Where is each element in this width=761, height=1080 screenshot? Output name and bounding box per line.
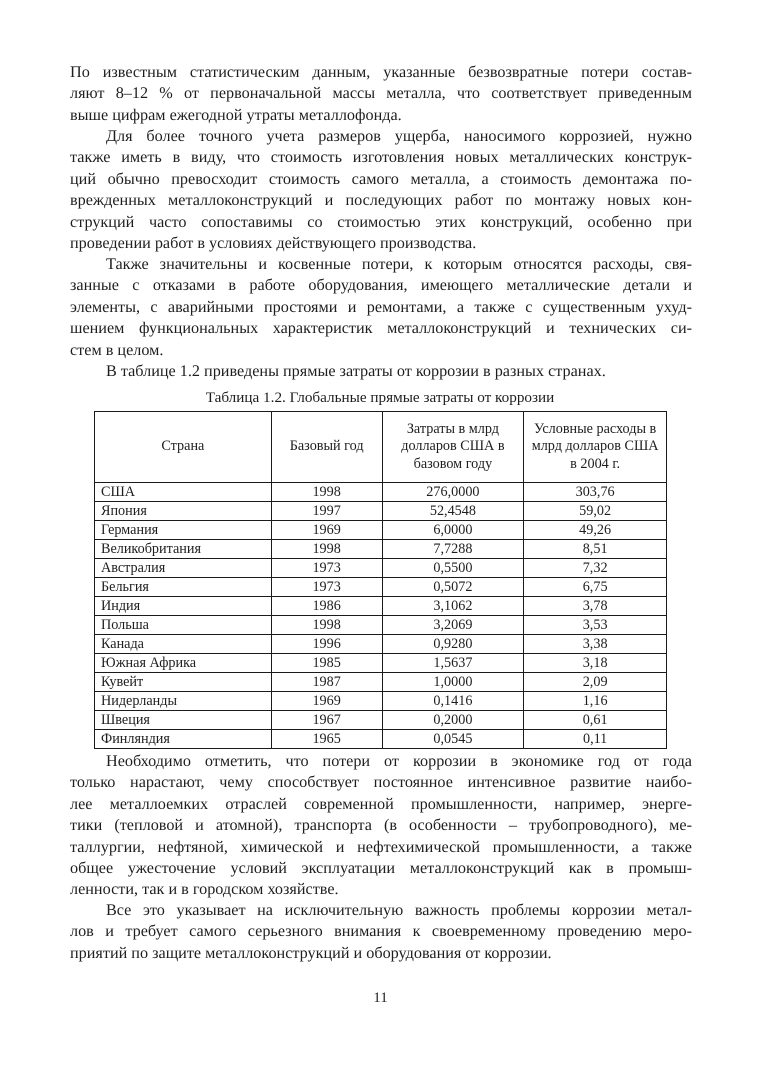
paragraph-line: проведении работ в условиях действующего производства. [70, 234, 477, 253]
cell-cost-2004: 303,76 [524, 483, 667, 502]
cell-cost-base-year: 52,4548 [382, 502, 524, 521]
cell-cost-base-year: 0,2000 [382, 711, 524, 730]
table-row [95, 502, 667, 521]
cell-base-year: 1997 [271, 502, 382, 521]
header-cost-base-year: Затраты в млрд долларов США в базовом году [382, 412, 524, 483]
cell-cost-2004: 8,51 [524, 540, 667, 559]
table-row [95, 711, 667, 730]
table-row [95, 654, 667, 673]
table-caption: Таблица 1.2. Глобальные прямые затраты от коррозии [205, 389, 555, 406]
cell-cost-base-year: 0,9280 [382, 635, 524, 654]
cell-cost-base-year: 6,0000 [382, 521, 524, 540]
table-row [95, 559, 667, 578]
cell-country: Великобритания [95, 540, 272, 559]
table-row [95, 730, 667, 749]
paragraph-growing-losses [70, 751, 692, 901]
paragraph-line: также иметь в виду, что стоимость изготовления новых металлических конструк- [70, 148, 692, 167]
table-header-row [95, 412, 667, 483]
cell-cost-2004: 0,61 [524, 711, 667, 730]
cell-country: Нидерланды [95, 692, 272, 711]
cell-country: Австралия [95, 559, 272, 578]
cell-base-year: 1969 [271, 521, 382, 540]
table-row [95, 483, 667, 502]
cell-base-year: 1998 [271, 540, 382, 559]
paragraph-intro [70, 62, 692, 126]
cell-country: Канада [95, 635, 272, 654]
paragraph-line: ленности, так и в городском хозяйстве. [70, 880, 339, 899]
table-row [95, 521, 667, 540]
cell-cost-base-year: 7,7288 [382, 540, 524, 559]
cell-cost-base-year: 0,5500 [382, 559, 524, 578]
table-row [95, 616, 667, 635]
cell-cost-2004: 7,32 [524, 559, 667, 578]
paragraph-line: общее ужесточение условий эксплуатации металлоконструкций как в промыш- [70, 859, 692, 878]
paragraph-indirect-losses [70, 254, 692, 361]
paragraph-line: приятий по защите металлоконструкций и оборудования от коррозии. [70, 943, 552, 962]
cell-cost-2004: 59,02 [524, 502, 667, 521]
table-row [95, 578, 667, 597]
cell-cost-base-year: 0,1416 [382, 692, 524, 711]
page-number: 11 [373, 990, 388, 1006]
cell-country: Кувейт [95, 673, 272, 692]
paragraph-line: тики (тепловой и атомной), транспорта (в особенности – трубопроводного), ме- [70, 816, 692, 835]
table-row [95, 635, 667, 654]
cell-base-year: 1998 [271, 483, 382, 502]
cell-country: Германия [95, 521, 272, 540]
cell-cost-2004: 6,75 [524, 578, 667, 597]
cell-base-year: 1973 [271, 559, 382, 578]
cell-country: Швеция [95, 711, 272, 730]
cell-country: Польша [95, 616, 272, 635]
cell-base-year: 1973 [271, 578, 382, 597]
cell-base-year: 1998 [271, 616, 382, 635]
paragraph-line: Также значительны и косвенные потери, к которым относятся расходы, свя- [106, 255, 692, 273]
cell-country: Япония [95, 502, 272, 521]
cell-cost-2004: 3,78 [524, 597, 667, 616]
cell-base-year: 1965 [271, 730, 382, 749]
paragraph-conclusion [70, 900, 692, 964]
cell-cost-base-year: 3,2069 [382, 616, 524, 635]
corrosion-costs-table [94, 411, 667, 749]
cell-base-year: 1996 [271, 635, 382, 654]
paragraph-line: лов и требует самого серьезного внимания к своевременному проведению меро- [70, 922, 692, 941]
cell-country: США [95, 483, 272, 502]
cell-country: Финляндия [95, 730, 272, 749]
table-row [95, 692, 667, 711]
cell-cost-2004: 3,53 [524, 616, 667, 635]
cell-cost-base-year: 0,5072 [382, 578, 524, 597]
table-row [95, 540, 667, 559]
paragraph-line: ляют 8–12 % от первоначальной массы металла, что соответствует приведенным [70, 84, 692, 103]
paragraph-line: стем в целом. [70, 340, 164, 359]
paragraph-line: Необходимо отметить, что потери от коррозии в экономике год от года [106, 752, 692, 770]
paragraph-line: врежденных металлоконструкций и последующих работ по монтажу новых кон- [70, 191, 692, 210]
cell-base-year: 1986 [271, 597, 382, 616]
header-base-year: Базовый год [271, 412, 382, 483]
cell-country: Бельгия [95, 578, 272, 597]
header-country: Страна [95, 412, 272, 483]
cell-cost-2004: 3,18 [524, 654, 667, 673]
table-row [95, 597, 667, 616]
table-row [95, 673, 667, 692]
cell-cost-2004: 49,26 [524, 521, 667, 540]
paragraph-table-reference [70, 361, 692, 382]
paragraph-line: таллургии, нефтяной, химической и нефтехимической промышленности, а также [70, 837, 692, 856]
cell-cost-2004: 3,38 [524, 635, 667, 654]
cell-country: Индия [95, 597, 272, 616]
paragraph-damage-cost [70, 126, 692, 254]
cell-cost-2004: 0,11 [524, 730, 667, 749]
cell-cost-base-year: 276,0000 [382, 483, 524, 502]
cell-cost-base-year: 3,1062 [382, 597, 524, 616]
cell-cost-base-year: 0,0545 [382, 730, 524, 749]
paragraph-line: элементы, с аварийными простоями и ремонтами, а также с существенным ухуд- [70, 297, 692, 316]
paragraph-line: В таблице 1.2 приведены прямые затраты от коррозии в разных странах. [106, 362, 606, 380]
paragraph-line: ций обычно превосходит стоимость самого металла, а стоимость демонтажа по- [70, 169, 692, 188]
paragraph-line: Для более точного учета размеров ущерба, наносимого коррозией, нужно [106, 127, 692, 145]
cell-cost-base-year: 1,0000 [382, 673, 524, 692]
paragraph-line: шением функциональных характеристик металлоконструкций и технических си- [70, 319, 692, 338]
paragraph-line: струкций часто сопоставимы со стоимостью этих конструкций, особенно при [70, 212, 692, 231]
cell-base-year: 1987 [271, 673, 382, 692]
paragraph-line: лее металлоемких отраслей современной промышленности, например, энерге- [70, 794, 692, 813]
cell-cost-2004: 2,09 [524, 673, 667, 692]
cell-base-year: 1985 [271, 654, 382, 673]
paragraph-line: По известным статистическим данным, указанные безвозвратные потери состав- [70, 63, 692, 81]
cell-base-year: 1967 [271, 711, 382, 730]
cell-base-year: 1969 [271, 692, 382, 711]
paragraph-line: Все это указывает на исключительную важность проблемы коррозии метал- [106, 901, 692, 919]
header-cost-2004: Условные расходы в млрд долларов США в 2004 г. [524, 412, 667, 483]
paragraph-line: занные с отказами в работе оборудования, имеющего металлические детали и [70, 276, 692, 295]
paragraph-line: выше цифрам ежегодной утраты металлофонда. [70, 105, 402, 124]
cell-country: Южная Африка [95, 654, 272, 673]
cell-cost-2004: 1,16 [524, 692, 667, 711]
cell-cost-base-year: 1,5637 [382, 654, 524, 673]
paragraph-line: только нарастают, чему способствует постоянное интенсивное развитие наибо- [70, 773, 692, 792]
